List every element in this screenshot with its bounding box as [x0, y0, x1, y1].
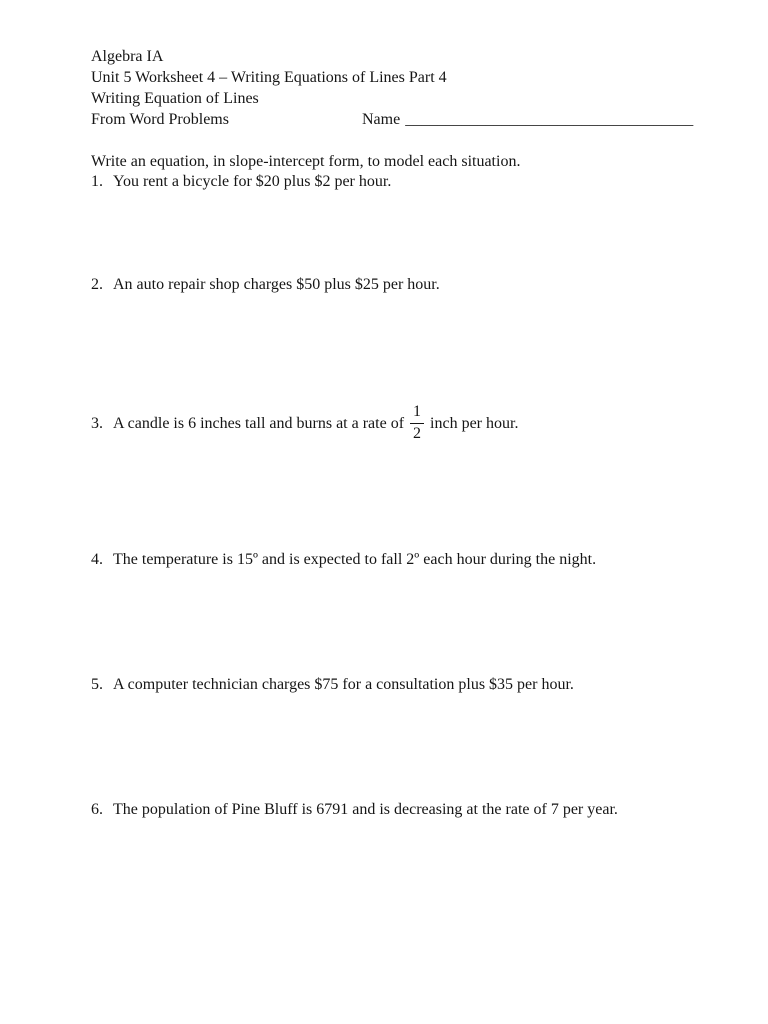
question-item-4: [91, 549, 596, 570]
worksheet-subtitle-2: From Word Problems: [91, 111, 229, 128]
question-text: The population of Pine Bluff is 6791 and is decreasing at the rate of 7 per year.: [113, 801, 618, 818]
question-text: A candle is 6 inches tall and burns at a rate of: [113, 414, 405, 432]
fraction-denominator: 2: [410, 423, 424, 443]
question-text: An auto repair shop charges $50 plus $25 per hour.: [113, 276, 440, 293]
question-number: 5.: [91, 676, 103, 693]
instructions-text: Write an equation, in slope-intercept form, to model each situation.: [91, 153, 521, 170]
fraction: [410, 403, 424, 443]
question-item-6: [91, 799, 618, 820]
question-number: 4.: [91, 551, 103, 568]
fraction-numerator: 1: [413, 403, 422, 420]
worksheet-subtitle: Writing Equation of Lines: [91, 90, 259, 107]
question-text: You rent a bicycle for $20 plus $2 per hour.: [113, 173, 392, 190]
course-title: Algebra IA: [91, 48, 164, 65]
question-text: The temperature is 15º and is expected to fall 2º each hour during the night.: [113, 551, 597, 568]
question-number: 3.: [91, 414, 103, 432]
question-number: 2.: [91, 276, 103, 293]
question-number: 6.: [91, 801, 103, 818]
question-text: inch per hour.: [430, 414, 519, 432]
question-item-1: [91, 171, 391, 192]
question-item-2: [91, 274, 440, 295]
question-number: 1.: [91, 173, 103, 190]
name-row: [362, 109, 693, 130]
name-blank-line: ____________________________________: [405, 111, 694, 128]
question-item-5: [91, 674, 574, 695]
question-text: A computer technician charges $75 for a consultation plus $35 per hour.: [113, 676, 574, 693]
worksheet-title: Unit 5 Worksheet 4 – Writing Equations of Lines Part 4: [91, 69, 447, 86]
question-item-3: [91, 400, 518, 446]
name-label: Name: [362, 111, 401, 128]
